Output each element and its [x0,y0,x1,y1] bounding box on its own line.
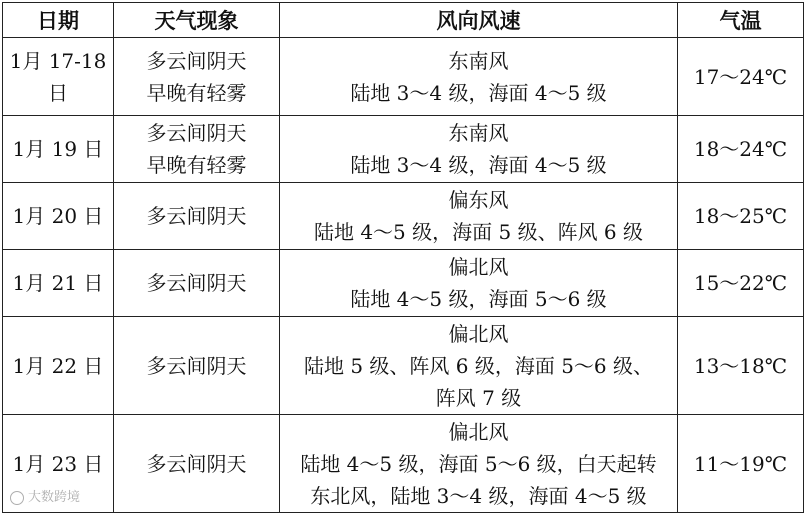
date-cell: 1月 21 日 [3,250,114,317]
table-row [3,317,804,415]
table-row [3,38,804,116]
date-cell: 1月 19 日 [3,116,114,183]
table-row [3,116,804,183]
watermark [10,486,80,505]
temperature-cell: 18～25℃ [678,183,804,250]
wind-cell: 偏东风 陆地 4～5 级，海面 5 级、阵风 6 级 [280,183,678,250]
header-weather: 天气现象 [114,3,280,38]
temperature-cell: 15～22℃ [678,250,804,317]
wind-cell: 东南风 陆地 3～4 级，海面 4～5 级 [280,116,678,183]
wind-cell: 偏北风 陆地 4～5 级，海面 5～6 级 [280,250,678,317]
table-row [3,415,804,513]
weather-cell: 多云间阴天 早晚有轻雾 [114,116,280,183]
wind-cell: 偏北风 陆地 4～5 级，海面 5～6 级，白天起转 东北风，陆地 3～4 级，海面 4～5 级 [280,415,678,513]
header-row [3,3,804,38]
date-cell: 1月 20 日 [3,183,114,250]
weather-forecast-table [2,2,804,513]
temperature-cell: 18～24℃ [678,116,804,183]
temperature-cell: 11～19℃ [678,415,804,513]
weather-cell: 多云间阴天 [114,415,280,513]
wind-cell: 偏北风 陆地 5 级、阵风 6 级，海面 5～6 级、 阵风 7 级 [280,317,678,415]
watermark-text: 大数跨境 [28,490,81,505]
date-cell: 1月 17-18 日 [3,38,114,116]
weather-cell: 多云间阴天 早晚有轻雾 [114,38,280,116]
wind-cell: 东南风 陆地 3～4 级，海面 4～5 级 [280,38,678,116]
header-wind: 风向风速 [280,3,678,38]
watermark-logo-icon [10,491,24,505]
date-cell: 1月 22 日 [3,317,114,415]
header-date: 日期 [3,3,114,38]
date-cell: 1月 23 日 [3,415,114,513]
temperature-cell: 17～24℃ [678,38,804,116]
weather-cell: 多云间阴天 [114,183,280,250]
temperature-cell: 13～18℃ [678,317,804,415]
table-row [3,183,804,250]
weather-cell: 多云间阴天 [114,317,280,415]
weather-cell: 多云间阴天 [114,250,280,317]
header-temperature: 气温 [678,3,804,38]
table-row [3,250,804,317]
